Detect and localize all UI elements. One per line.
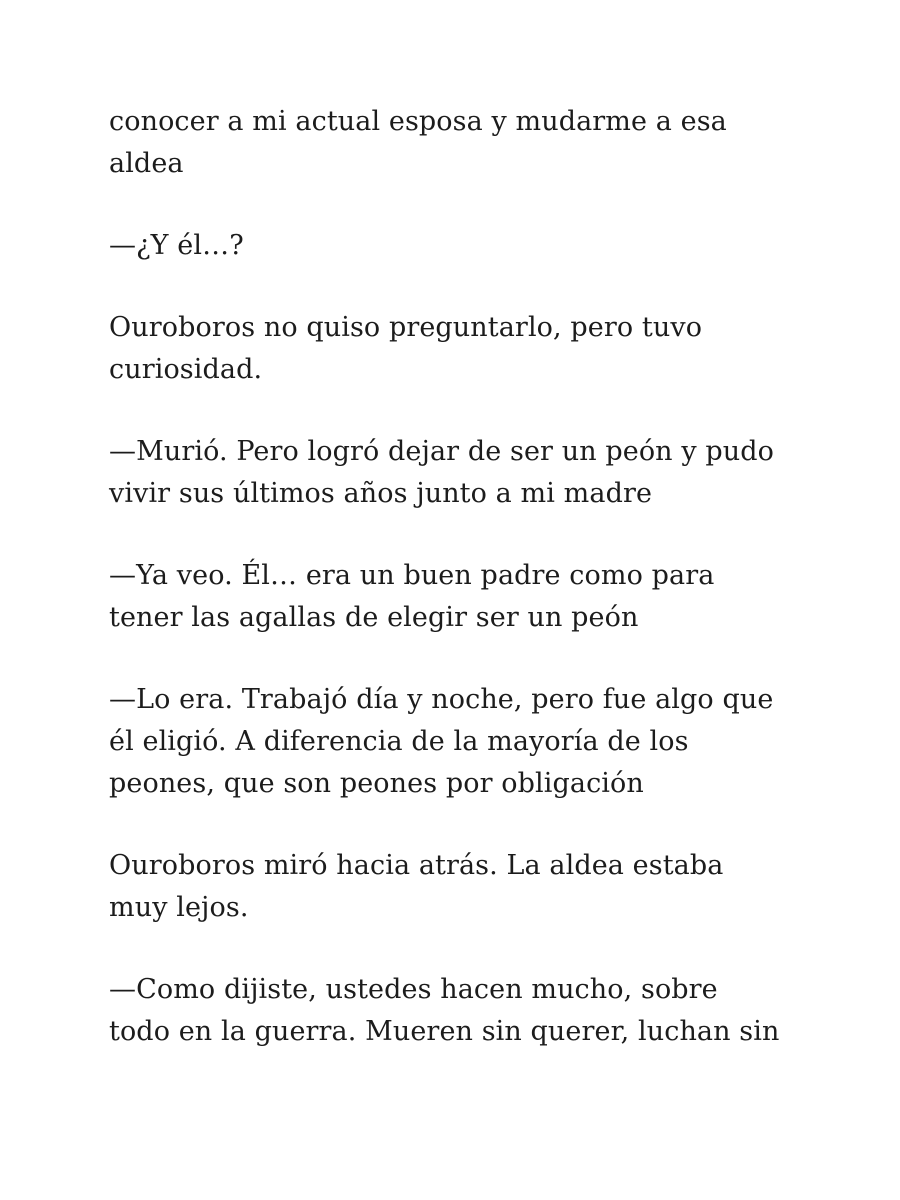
text-line: curiosidad. bbox=[109, 354, 263, 385]
text-line: aldea bbox=[109, 148, 184, 179]
text-line: —Como dijiste, ustedes hacen mucho, sobre bbox=[109, 974, 718, 1005]
text-line: Ouroboros no quiso preguntarlo, pero tuvo bbox=[109, 312, 703, 343]
paragraph-4 bbox=[109, 431, 809, 515]
paragraph-8 bbox=[109, 969, 809, 1053]
paragraph-7 bbox=[109, 845, 809, 929]
text-line: —Murió. Pero logró dejar de ser un peón y pudo bbox=[109, 436, 775, 467]
paragraph-5 bbox=[109, 555, 809, 639]
text-line: —¿Y él…? bbox=[109, 230, 244, 261]
text-line: vivir sus últimos años junto a mi madre bbox=[109, 478, 653, 509]
paragraph-1 bbox=[109, 101, 809, 185]
text-line: muy lejos. bbox=[109, 892, 249, 923]
text-line: conocer a mi actual esposa y mudarme a esa bbox=[109, 106, 727, 137]
text-line: tener las agallas de elegir ser un peón bbox=[109, 602, 639, 633]
text-line: Ouroboros miró hacia atrás. La aldea estaba bbox=[109, 850, 724, 881]
text-line: —Lo era. Trabajó día y noche, pero fue algo que bbox=[109, 684, 774, 715]
document-body bbox=[109, 101, 809, 1093]
text-line: él eligió. A diferencia de la mayoría de los bbox=[109, 726, 689, 757]
paragraph-2 bbox=[109, 225, 809, 267]
text-line: —Ya veo. Él… era un buen padre como para bbox=[109, 560, 715, 591]
text-line: peones, que son peones por obligación bbox=[109, 768, 644, 799]
text-line: todo en la guerra. Mueren sin querer, luchan sin bbox=[109, 1016, 780, 1047]
paragraph-3 bbox=[109, 307, 809, 391]
paragraph-6 bbox=[109, 679, 809, 805]
